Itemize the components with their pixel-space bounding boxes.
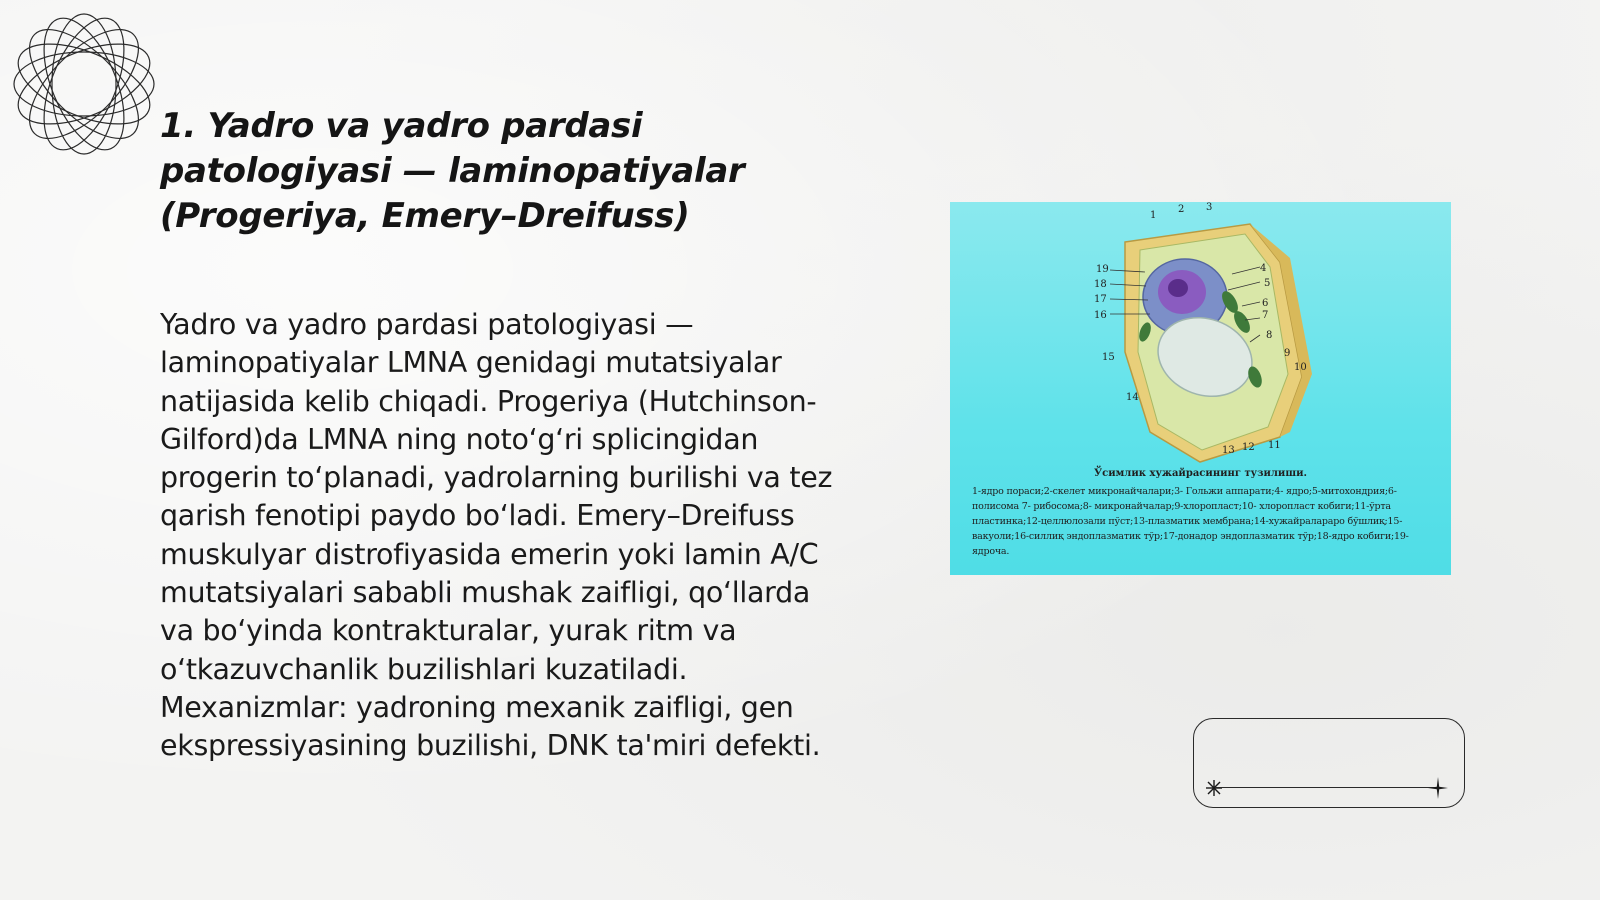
audio-player[interactable] [1193,718,1465,808]
cell-label: 12 [1242,442,1255,453]
slide-title: 1. Yadro va yadro pardasi patologiyasi — laminopatiyalar (Progeriya, Emery–Dreifuss) [160,106,745,236]
cell-label: 18 [1094,279,1107,290]
cell-label: 4 [1260,263,1267,274]
figure-caption-text: 1-ядро пораси;2-скелет микронайчалари;3- Гольжи аппарати;4- ядро;5-митохондрия;6-полисома 7- рибосома;8- микронайчалар;9-хлоропласт;10- хлоропласт кобиги;11-ўрта пластинка;12-целлюлозали пўст;13-плазматик мембрана;14-хужайралараро бўшлиқ;15-вакуоли;16-силлиқ эндоплазматик тўр;17-донадор эндоплазматик тўр;18-ядро кобиги;19-ядроча. [972,486,1409,557]
cell-label: 16 [1094,310,1107,321]
cell-label: 9 [1284,348,1291,359]
cell-label: 3 [1206,202,1213,213]
cell-label: 14 [1126,392,1139,403]
plant-cell-illustration [950,202,1451,472]
cell-label: 8 [1266,330,1273,341]
sparkle-icon [1204,778,1224,798]
cell-label: 5 [1264,278,1271,289]
cell-label: 10 [1294,362,1307,373]
cell-label: 13 [1222,445,1235,456]
orbit-rings-icon [10,10,158,158]
body-text: Yadro va yadro pardasi patologiyasi — laminopatiyalar LMNA genidagi mutatsiyalar natijasida kelib chiqadi. Progeriya (Hutchinson-Gilford)da LMNA ning noto‘g‘ri splicingidan progerin to‘planadi, yadrolarning burilishi va tez qarish fenotipi paydo bo‘ladi. Emery–Dreifuss muskulyar distrofiyasida emerin yoki lamin A/C mutatsiyalari sababli mushak zaifligi, qo‘llarda va bo‘yinda kontrakturalar, yurak ritm va o‘tkazuvchanlik buzilishlari kuzatiladi. Mexanizmlar: yadroning mexanik zaifligi, gen ekspressiyasining buzilishi, DNK ta'miri defekti. [160,308,833,763]
cell-label: 2 [1178,204,1185,215]
cell-label: 1 [1150,210,1157,221]
cross-star-icon [1428,777,1448,799]
cell-label: 7 [1262,310,1269,321]
cell-label: 19 [1096,264,1109,275]
figure-caption-title: Ўсимлик хужайрасининг тузилиши. [1094,468,1307,479]
audio-progress-track[interactable] [1216,787,1436,788]
plant-cell-figure [950,202,1451,575]
cell-label: 6 [1262,298,1269,309]
cell-label: 15 [1102,352,1115,363]
cell-label: 11 [1268,440,1281,451]
cell-label: 17 [1094,294,1107,305]
